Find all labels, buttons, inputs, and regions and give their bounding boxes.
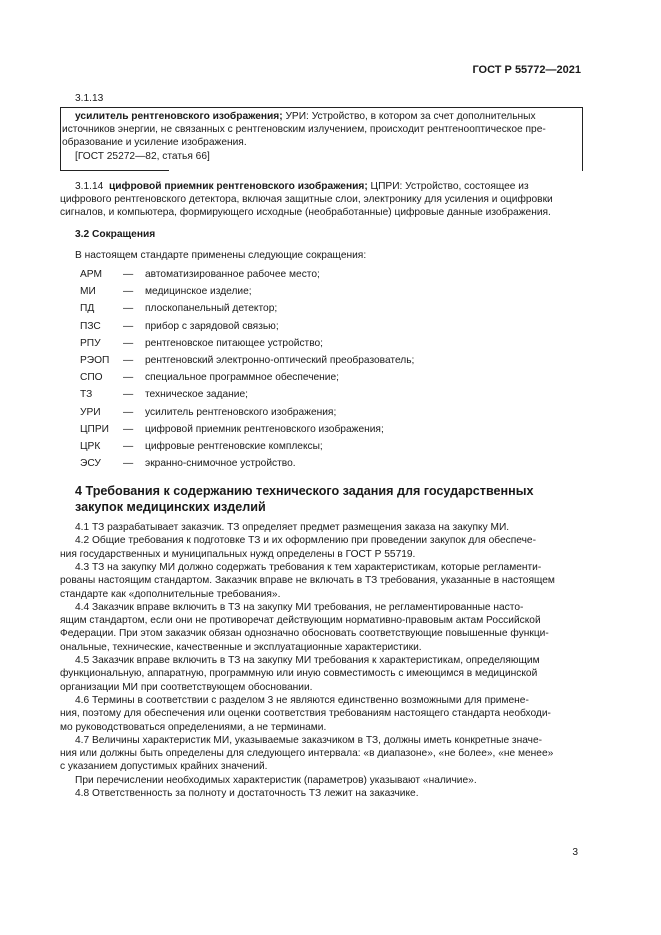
abbreviation-dash: —: [123, 406, 134, 418]
def-3-1-14-line1: [75, 181, 529, 194]
abbreviation-item: [80, 441, 580, 454]
section-4-line: 4.3 ТЗ на закупку МИ должно содержать требования к тем характеристикам, которые регламенти-: [75, 561, 542, 573]
def-3-1-13-line2: источников энергии, не связанных с рентгеновским излучением, происходит рентгенооптическое пре-: [62, 124, 546, 135]
section-4-line: ния или должны быть определены для следующего интервала: «в диапазоне», «не более», «не менее»: [60, 748, 554, 760]
section-4-line: 4.6 Термины в соответствии с разделом 3 не являются единственно возможными для примене-: [75, 694, 529, 706]
section-4-line: ния государственных и муниципальных нужд определены в ГОСТ Р 55719.: [60, 548, 416, 560]
term-3-1-14: цифровой приемник рентгеновского изображения;: [109, 181, 368, 192]
abbreviation-dash: —: [123, 269, 134, 280]
document-id: ГОСТ Р 55772—2021: [472, 64, 581, 76]
section-4-title-line1: 4 Требования к содержанию технического задания для государственных: [75, 484, 534, 498]
term-3-1-13: усилитель рентгеновского изображения;: [75, 111, 283, 122]
abbreviation-definition: плоскопанельный детектор;: [145, 303, 278, 315]
abbreviation-key: ЦПРИ: [80, 423, 109, 435]
abbreviation-key: РЭОП: [80, 355, 110, 366]
section-4-line: с указанием допустимых крайних значений.: [60, 761, 268, 773]
abbreviation-key: ЭСУ: [80, 458, 101, 470]
abbreviation-item: [80, 458, 580, 471]
section-4-line: 4.8 Ответственность за полноту и достаточность ТЗ лежит на заказчике.: [75, 788, 419, 799]
abbreviation-key: ЦРК: [80, 441, 101, 452]
abbreviation-dash: —: [123, 372, 134, 384]
abbreviation-definition: усилитель рентгеновского изображения;: [145, 406, 337, 418]
abbreviation-dash: —: [123, 286, 134, 298]
abbreviation-key: УРИ: [80, 406, 101, 418]
page-number: 3: [572, 847, 578, 858]
abbreviation-definition: автоматизированное рабочее место;: [145, 269, 320, 280]
abbreviation-item: [80, 355, 580, 368]
clause-number-3-1-14: 3.1.14: [75, 181, 104, 192]
def-3-1-14-rest: ЦПРИ: Устройство, состоящее из: [367, 181, 529, 192]
abbreviation-dash: —: [123, 458, 134, 470]
section-4-line: 4.7 Величины характеристик МИ, указываемые заказчиком в ТЗ, должны иметь конкретные значе-: [75, 734, 543, 746]
abbreviation-dash: —: [123, 355, 134, 366]
section-4-line: стандарте как «дополнительные требования».: [60, 588, 281, 600]
def-3-1-13-line1: [75, 111, 581, 124]
definition-box-bottom-rule: [60, 170, 169, 171]
section-4-line: ния, поэтому для обеспечения или оценки соответствия требованиям настоящего стандарта необходи-: [60, 708, 551, 720]
section-4-line: рованы настоящим стандартом. Заказчик вправе не включать в ТЗ требования, указанные в настоящем: [60, 575, 555, 587]
abbreviation-key: ПЗС: [80, 320, 101, 332]
abbreviation-dash: —: [123, 423, 134, 435]
section-4-line: 4.4 Заказчик вправе включить в ТЗ на закупку МИ требования, не регламентированные насто-: [75, 601, 524, 613]
abbreviation-key: МИ: [80, 286, 96, 298]
abbreviation-item: [80, 321, 580, 334]
abbreviation-item: [80, 338, 580, 351]
abbreviation-key: ПД: [80, 303, 95, 315]
def-3-1-13-reference: [ГОСТ 25272—82, статья 66]: [75, 151, 210, 162]
section-4-line: 4.5 Заказчик вправе включить в ТЗ на закупку МИ требования к характеристикам, определяющим: [75, 655, 540, 666]
clause-number-3-1-13: 3.1.13: [75, 93, 104, 104]
abbreviation-item: [80, 407, 580, 420]
abbreviation-dash: —: [123, 389, 134, 401]
abbreviation-key: РПУ: [80, 337, 101, 349]
def-3-1-13-line3: образование и усиление изображения.: [62, 137, 247, 148]
abbreviation-definition: цифровой приемник рентгеновского изображения;: [145, 423, 384, 435]
abbreviation-item: [80, 303, 580, 316]
abbreviation-item: [80, 372, 580, 385]
abbreviation-item: [80, 286, 580, 299]
section-4-line: 4.1 ТЗ разрабатывает заказчик. ТЗ определяет предмет размещения заказа на закупку МИ.: [75, 522, 510, 533]
abbreviation-item: [80, 424, 580, 437]
section-4-line: организации МИ при соответствующем обосновании.: [60, 681, 313, 693]
abbreviation-definition: рентгеновское питающее устройство;: [145, 337, 324, 349]
abbreviation-definition: медицинское изделие;: [145, 286, 252, 298]
def-3-1-14-line2: цифрового рентгеновского детектора, включая защитные слои, электронику для усиления и оцифровки: [60, 194, 553, 205]
abbreviation-key: АРМ: [80, 269, 102, 280]
section-4-line: 4.2 Общие требования к подготовке ТЗ и их оформлению при проведении закупок для обеспече-: [75, 535, 536, 547]
abbreviation-definition: рентгеновский электронно-оптический преобразователь;: [145, 355, 415, 366]
section-4-title-line2: закупок медицинских изделий: [75, 500, 266, 514]
section-3-2-title: 3.2 Сокращения: [75, 229, 156, 240]
abbreviation-dash: —: [123, 320, 134, 332]
abbreviation-item: [80, 269, 580, 282]
abbreviation-definition: техническое задание;: [145, 389, 248, 401]
section-4-line: При перечислении необходимых характеристик (параметров) указывают «наличие».: [75, 774, 477, 786]
abbreviation-dash: —: [123, 303, 134, 315]
abbreviation-item: [80, 389, 580, 402]
section-4-line: ящим стандартом, если они не противоречат действующим нормативно-правовым актам Российской: [60, 615, 541, 627]
section-4-line: функциональную, аппаратную, программную или иную совместимость с имеющимся в медицинской: [60, 668, 538, 680]
abbreviations-intro: В настоящем стандарте применены следующие сокращения:: [75, 250, 367, 261]
def-3-1-14-line3: сигналов, и компьютера, формирующего исходные (необработанные) цифровые данные изображения.: [60, 207, 551, 218]
abbreviation-definition: специальное программное обеспечение;: [145, 372, 339, 384]
section-4-line: мо руководствоваться определениями, а не терминами.: [60, 721, 327, 733]
abbreviation-dash: —: [123, 337, 134, 349]
section-4-line: Федерации. При этом заказчик обязан однозначно обосновать соответствующие повышенные функци-: [60, 628, 549, 640]
abbreviation-key: ТЗ: [80, 389, 93, 401]
abbreviation-definition: прибор с зарядовой связью;: [145, 320, 279, 332]
abbreviation-definition: цифровые рентгеновские комплексы;: [145, 441, 323, 452]
abbreviation-dash: —: [123, 441, 134, 452]
section-4-line: ональные, технические, качественные и эксплуатационные характеристики.: [60, 641, 422, 653]
abbreviation-key: СПО: [80, 372, 103, 384]
abbreviation-definition: экранно-снимочное устройство.: [145, 458, 296, 470]
def-3-1-13-rest: УРИ: Устройство, в котором за счет дополнительных: [282, 111, 536, 122]
